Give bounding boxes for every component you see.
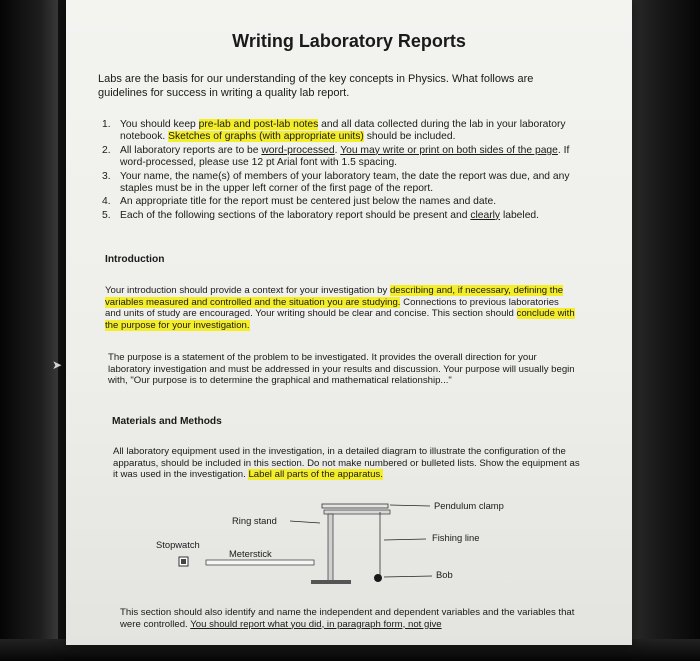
intro-paragraph: Labs are the basis for our understanding of the key concepts in Physics. What follows are guidelines for success in writing a quality lab report. — [98, 73, 534, 99]
highlight: conclude with the purpose for your investigation. — [105, 308, 575, 331]
underlined-text: word-processed — [261, 144, 335, 156]
ring-stand-pointer — [290, 521, 320, 523]
fishing-line-pointer — [384, 539, 426, 540]
document-title: Writing Laboratory Reports — [232, 31, 466, 51]
bob-pointer — [384, 576, 432, 577]
pendulum-clamp-pointer — [390, 505, 430, 506]
stopwatch-label: Stopwatch — [156, 539, 200, 550]
ring-stand-base — [311, 580, 351, 584]
meterstick-label: Meterstick — [229, 548, 272, 559]
underlined-text: clearly — [470, 209, 501, 221]
list-item: 4. An appropriate title for the report must be centered just below the names and date. — [102, 196, 497, 208]
highlight: Sketches of graphs (with appropriate units) — [168, 131, 364, 143]
bob-label: Bob — [436, 569, 453, 580]
list-item: 5. Each of the following sections of the laboratory report should be present and clearly labeled. — [102, 209, 540, 221]
introduction-paragraph: Your introduction should provide a context for your investigation by describing and, if necessary, defining the variables measured and controlled and the situation you are studying. Connections to previous laboratories and units of study are encouraged. Your writing should be clear and concise. This section should conclude with the purpose for your investigation. — [105, 285, 575, 331]
fishing-line-label: Fishing line — [432, 532, 480, 543]
document-page — [66, 0, 632, 645]
photo-left-edge — [0, 0, 58, 661]
ring-stand-label: Ring stand — [232, 515, 277, 526]
ring-stand-rod — [328, 514, 333, 582]
highlight: pre-lab and post-lab notes — [198, 119, 319, 130]
purpose-paragraph: The purpose is a statement of the problem to be investigated. It provides the overall direction for your laboratory investigation and must be addressed in your results and discussion. Your purpose will usually begin with, "Our purpose is to determine the graphical and mathematical relationship..." — [108, 352, 575, 387]
cursor-arrow-icon: ➤ — [52, 358, 63, 372]
stopwatch-face — [181, 559, 186, 564]
pendulum-clamp-label: Pendulum clamp — [434, 500, 504, 511]
highlight: Label all parts of the apparatus. — [248, 469, 383, 481]
materials-heading: Materials and Methods — [112, 416, 222, 427]
variables-paragraph: This section should also identify and name the independent and dependent variables and the variables that were controlled. You should report what you did, in paragraph form, not give — [120, 607, 575, 630]
meterstick — [206, 560, 314, 565]
pendulum-bob — [374, 574, 382, 582]
stopwatch-icon — [179, 557, 188, 566]
introduction-heading: Introduction — [105, 254, 165, 265]
underlined-text: You should report what you did, in paragraph form, not give — [190, 618, 442, 630]
materials-paragraph: All laboratory equipment used in the investigation, in a detailed diagram to illustrate the configuration of the apparatus, should be included in this section. Do not make numbered or bulleted lists. Show the equipment as it was used in the investigation. Label all parts of the apparatus. — [113, 446, 580, 481]
highlight: describing and, if necessary, defining the variables measured and controlled and the situation you are studying. — [105, 285, 564, 308]
photo-right-edge — [628, 0, 700, 661]
guidelines-list — [102, 119, 580, 223]
ring-stand-arm — [324, 510, 390, 514]
list-item: 2. All laboratory reports are to be word-processed. You may write or print on both sides of the page. If word-processed, please use 12 pt Arial font with 1.5 spacing. — [102, 144, 570, 169]
pendulum-clamp — [322, 504, 388, 508]
list-item: 1. You should keep pre-lab and post-lab notes and all data collected during the lab in your laboratory notebook. Sketches of graphs (with appropriate units) should be included. — [102, 119, 566, 143]
list-item: 3. Your name, the name(s) of members of your laboratory team, the date the report was due, and any staples must be in the upper left corner of the first page of the report. — [102, 170, 570, 195]
underlined-text: You may write or print on both sides of the page — [340, 144, 558, 156]
